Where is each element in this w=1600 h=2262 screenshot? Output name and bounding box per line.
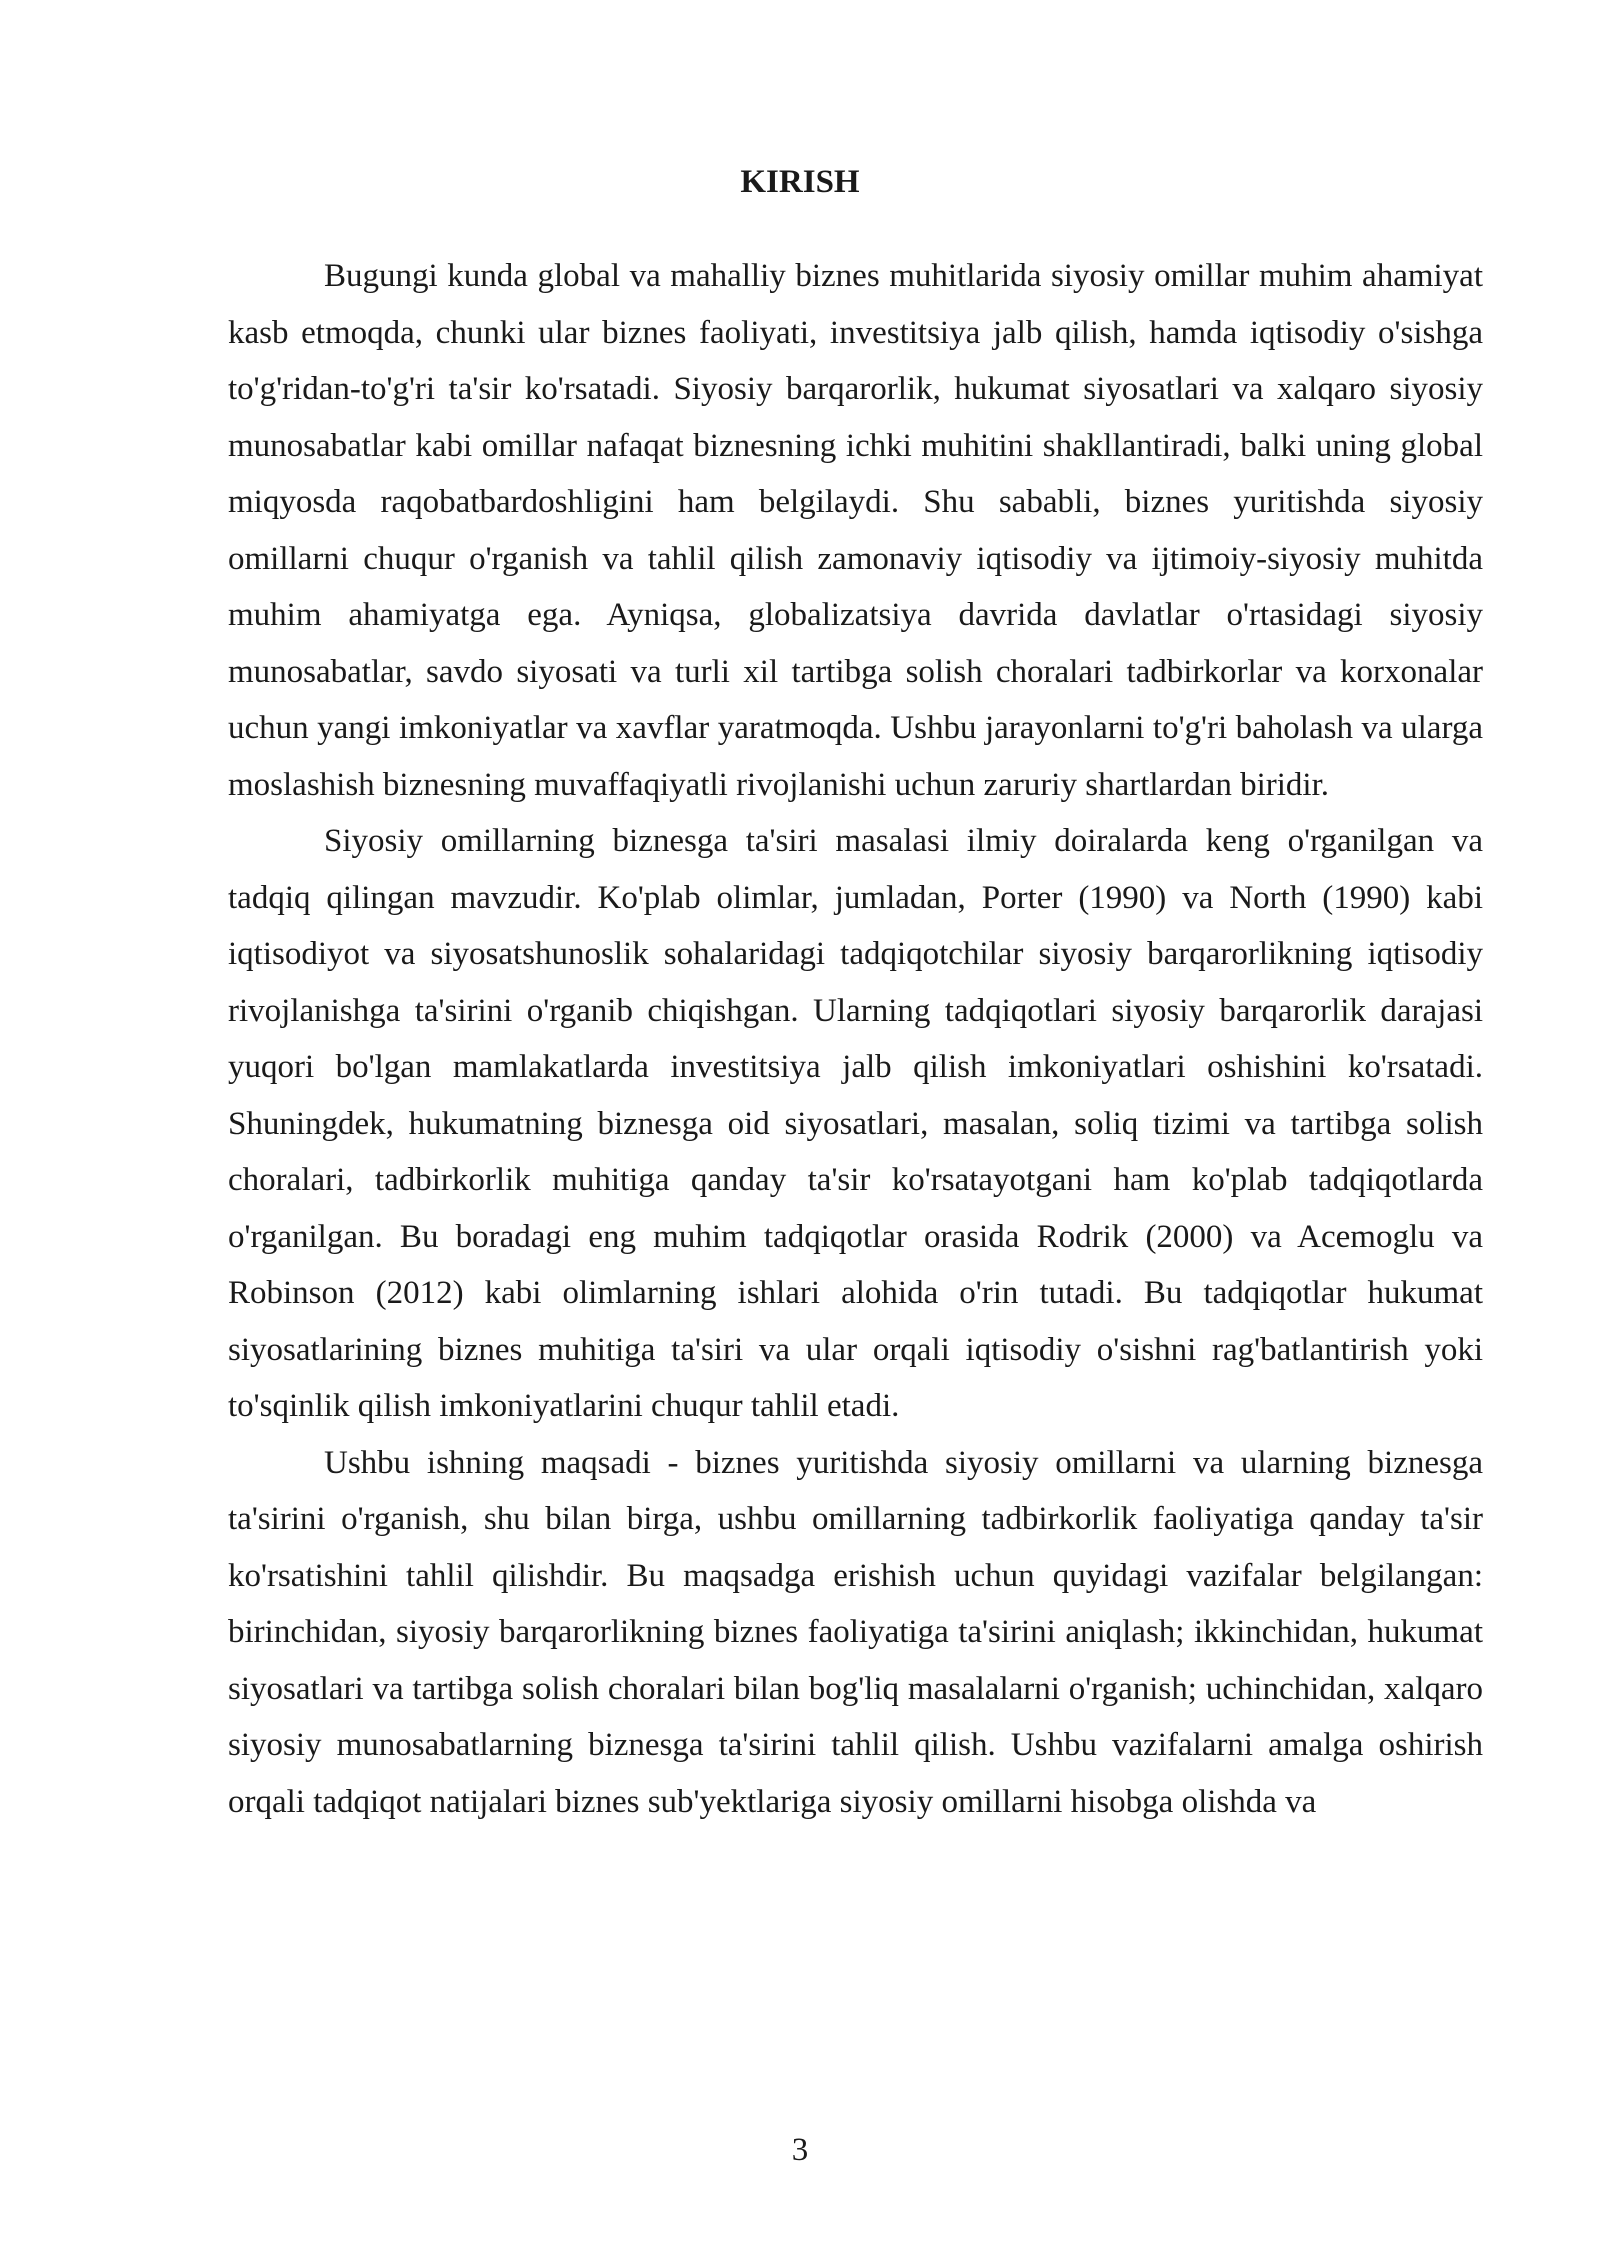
page-number: 3 — [791, 2132, 809, 2168]
paragraph-2: Siyosiy omillarning biznesga ta'siri masalasi ilmiy doiralarda keng o'rganilgan va tadqiq qilingan mavzudir. Ko'plab olimlar, jumladan, Porter (1990) va North (1990) kabi iqtisodiyot va siyosatshunoslik sohalaridagi tadqiqotchilar siyosiy barqarorlikning iqtisodiy rivojlanishga ta'sirini o'rganib chiqishgan. Ularning tadqiqotlari siyosiy barqarorlik darajasi yuqori bo'lgan mamlakatlarda investitsiya jalb qilish imkoniyatlari oshishini ko'rsatadi. Shuningdek, hukumatning biznesga oid siyosatlari, masalan, soliq tizimi va tartibga solish choralari, tadbirkorlik muhitiga qanday ta'sir ko'rsatayotgani ham ko'plab tadqiqotlarda o'rganilgan. Bu boradagi eng muhim tadqiqotlar orasida Rodrik (2000) va Acemoglu va Robinson (2012) kabi olimlarning ishlari alohida o'rin tutadi. Bu tadqiqotlar hukumat siyosatlarining biznes muhitiga ta'siri va ular orqali iqtisodiy o'sishni rag'batlantirish yoki to'sqinlik qilish imkoniyatlarini chuqur tahlil etadi. — [228, 823, 1483, 1424]
body-text — [228, 248, 1483, 1830]
paragraph-1: Bugungi kunda global va mahalliy biznes muhitlarida siyosiy omillar muhim ahamiyat kasb etmoqda, chunki ular biznes faoliyati, investitsiya jalb qilish, hamda iqtisodiy o'sishga to'g'ridan-to'g'ri ta'sir ko'rsatadi. Siyosiy barqarorlik, hukumat siyosatlari va xalqaro siyosiy munosabatlar kabi omillar nafaqat biznesning ichki muhitini shakllantiradi, balki uning global miqyosda raqobatbardoshligini ham belgilaydi. Shu sababli, biznes yuritishda siyosiy omillarni chuqur o'rganish va tahlil qilish zamonaviy iqtisodiy va ijtimoiy-siyosiy muhitda muhim ahamiyatga ega. Ayniqsa, globalizatsiya davrida davlatlar o'rtasidagi siyosiy munosabatlar, savdo siyosati va turli xil tartibga solish choralari tadbirkorlar va korxonalar uchun yangi imkoniyatlar va xavflar yaratmoqda. Ushbu jarayonlarni to'g'ri baholash va ularga moslashish biznesning muvaffaqiyatli rivojlanishi uchun zaruriy shartlardan biridir. — [228, 258, 1483, 803]
paragraph-3: Ushbu ishning maqsadi - biznes yuritishda siyosiy omillarni va ularning biznesga ta'sirini o'rganish, shu bilan birga, ushbu omillarning tadbirkorlik faoliyatiga qanday ta'sir ko'rsatishini tahlil qilishdir. Bu maqsadga erishish uchun quyidagi vazifalar belgilangan: birinchidan, siyosiy barqarorlikning biznes faoliyatiga ta'sirini aniqlash; ikkinchidan, hukumat siyosatlari va tartibga solish choralari bilan bog'liq masalalarni o'rganish; uchinchidan, xalqaro siyosiy munosabatlarning biznesga ta'sirini tahlil qilish. Ushbu vazifalarni amalga oshirish orqali tadqiqot natijalari biznes sub'yektlariga siyosiy omillarni hisobga olishda va — [228, 1444, 1483, 1820]
section-title: KIRISH — [740, 164, 860, 200]
